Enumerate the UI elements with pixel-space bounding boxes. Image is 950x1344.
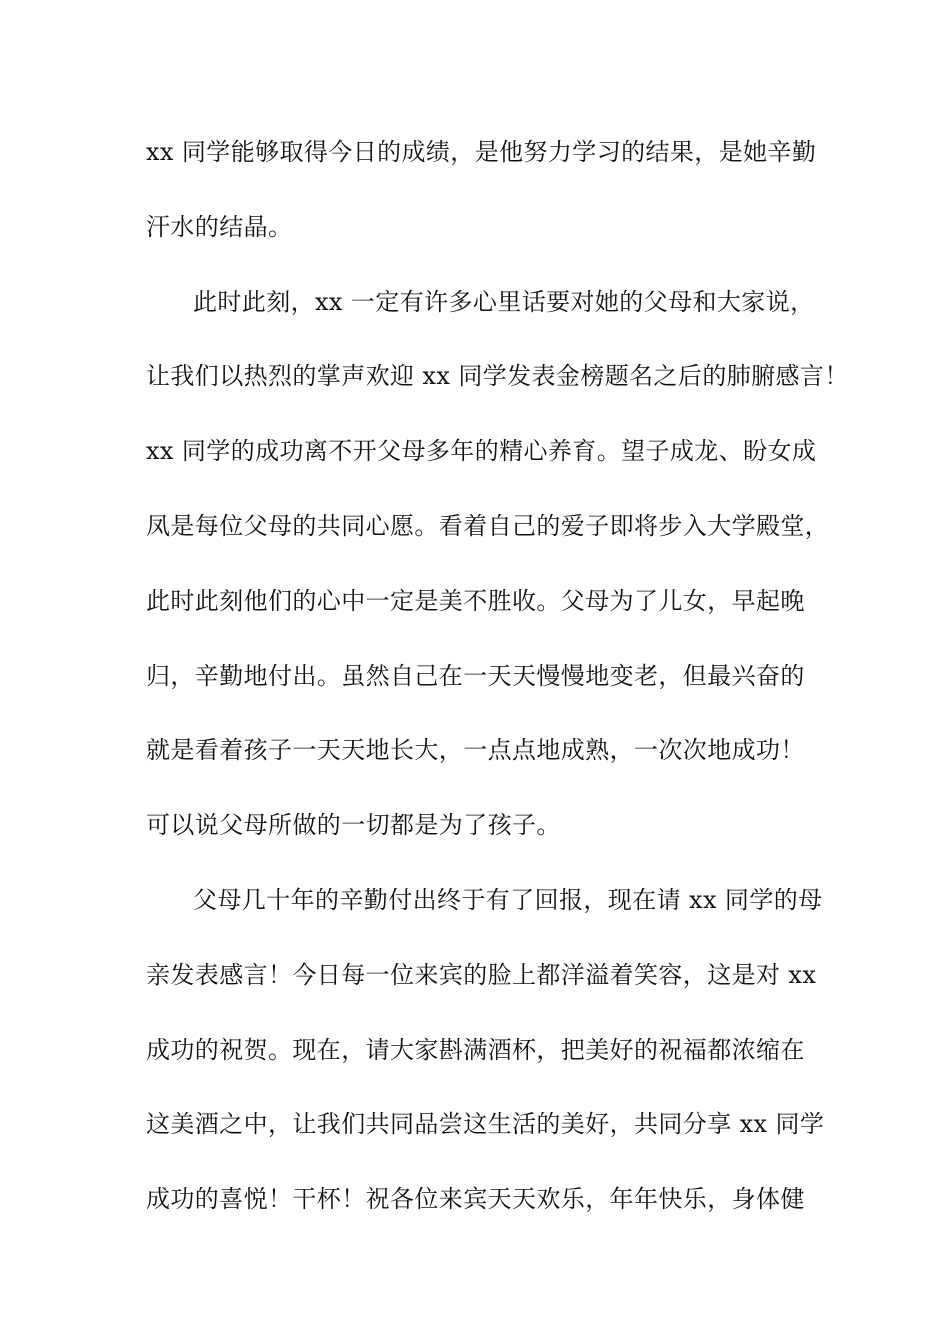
text-line: 亲发表感言！今日每一位来宾的脸上都洋溢着笑容，这是对 xx: [146, 960, 817, 989]
text-line: 汗水的结晶。: [146, 212, 293, 241]
text-line: 此时此刻，xx 一定有许多心里话要对她的父母和大家说，: [193, 287, 815, 316]
text-line: 让我们以热烈的掌声欢迎 xx 同学发表金榜题名之后的肺腑感言！: [146, 362, 849, 391]
text-line: xx 同学能够取得今日的成绩，是他努力学习的结果，是她辛勤: [146, 138, 817, 166]
text-line: xx 同学的成功离不开父母多年的精心养育。望子成龙、盼女成: [146, 437, 817, 466]
text-line: 成功的喜悦！干杯！祝各位来宾天天欢乐，年年快乐，身体健: [146, 1185, 805, 1214]
text-line: 凤是每位父母的共同心愿。看着自己的爱子即将步入大学殿堂，: [146, 511, 830, 540]
text-line: 这美酒之中，让我们共同品尝这生活的美好，共同分享 xx 同学: [146, 1110, 825, 1139]
text-line: 此时此刻他们的心中一定是美不胜收。父母为了儿女，早起晚: [146, 586, 805, 615]
text-line: 就是看着孩子一天天地长大，一点点地成熟，一次次地成功！: [146, 736, 805, 765]
text-line: 父母几十年的辛勤付出终于有了回报，现在请 xx 同学的母: [193, 885, 823, 914]
text-line: 可以说父母所做的一切都是为了孩子。: [146, 811, 561, 840]
text-line: 归，辛勤地付出。虽然自己在一天天慢慢地变老，但最兴奋的: [146, 661, 805, 690]
text-line: 成功的祝贺。现在，请大家斟满酒杯，把美好的祝福都浓缩在: [146, 1035, 805, 1064]
document-body: [146, 133, 849, 1255]
